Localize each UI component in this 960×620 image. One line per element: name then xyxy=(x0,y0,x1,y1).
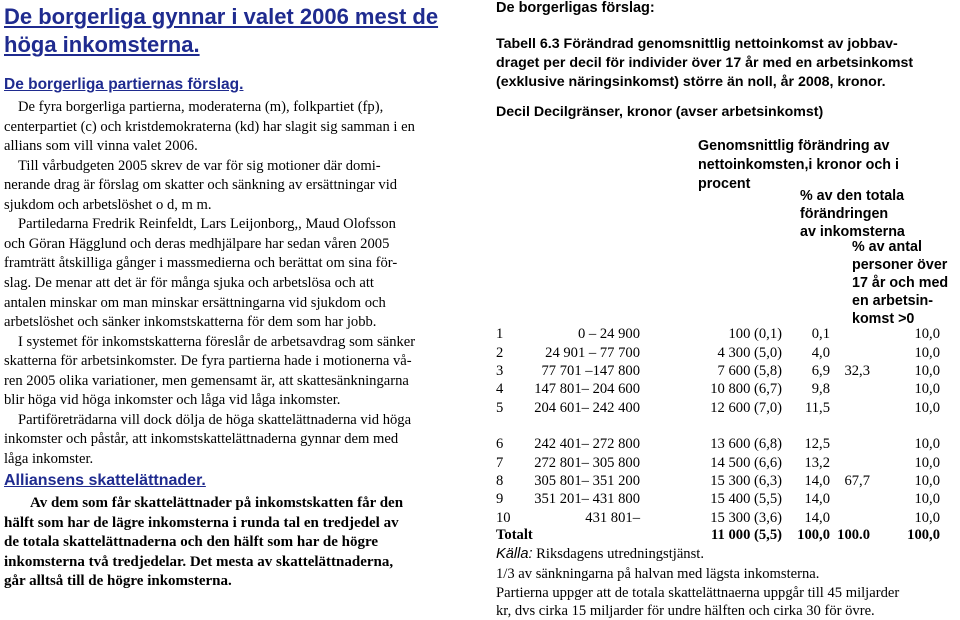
body-line-9: framträtt åtskilliga gånger i massmedierna och berättat om sina för- xyxy=(4,255,398,272)
pct-of-persons: 10,0 xyxy=(914,436,940,452)
footnote-line-2: Partierna uppger att de totala skattelättnaerna uppgår till 45 miljarder xyxy=(496,584,900,601)
pct-of-persons: 10,0 xyxy=(914,345,940,361)
pct-of-total: 0,1 xyxy=(811,326,830,342)
col3-header-line-3: 17 år och med xyxy=(852,275,949,291)
body-line-5: nerande drag är förslag om skatter och sänkning av ersättningar vid xyxy=(4,177,398,194)
body-line-11: antalen minskar om man minskar ersättningarna vid sjukdom och xyxy=(4,294,386,311)
avg-change: 14 500 (6,6) xyxy=(710,455,782,471)
col3-header-line-5: komst >0 xyxy=(852,311,915,327)
avg-change: 10 800 (6,7) xyxy=(710,381,782,397)
pct-of-persons: 10,0 xyxy=(914,381,940,397)
caption-line-3: (exklusive näringsinkomst) större än noll, år 2008, kronor. xyxy=(496,74,886,90)
col2-header-line-3: av inkomsterna xyxy=(800,224,905,240)
total-extra: 100.0 xyxy=(837,527,870,543)
section-heading-tax-relief: Alliansens skattelättnader. xyxy=(4,472,206,489)
decil-range: 0 – 24 900 xyxy=(577,326,640,342)
decil-number: 4 xyxy=(496,381,504,397)
decil-number: 5 xyxy=(496,400,504,416)
body-line-4: Till vårbudgeten 2005 skrev de var för sig motioner där domi- xyxy=(18,157,381,174)
decil-number: 3 xyxy=(496,363,504,379)
section-heading-proposals: De borgerliga partiernas förslag. xyxy=(4,76,244,93)
body-line-16: blir höga vid höga inkomster och låga vid låga inkomster. xyxy=(4,392,341,409)
avg-change: 13 600 (6,8) xyxy=(710,436,782,452)
decil-range: 272 801– 305 800 xyxy=(534,455,640,471)
col3-header-line-1: % av antal xyxy=(852,239,922,255)
decil-header: Decil Decilgränser, kronor (avser arbetsinkomst) xyxy=(496,104,824,120)
decil-number: 2 xyxy=(496,345,504,361)
pct-of-total: 14,0 xyxy=(804,473,830,489)
pct-of-total: 4,0 xyxy=(811,345,830,361)
pct-half-sum: 67,7 xyxy=(844,473,870,489)
summary-line-1: Av dem som får skattelättnader på inkomstskatten får den xyxy=(30,495,404,511)
source-label: Källa: xyxy=(496,546,533,562)
body-line-18: inkomster och påstår, att inkomstskattelättnaderna gynnar dem med xyxy=(4,431,399,448)
body-line-15: ren 2005 olika variationer, men gemensamt är, att skattesänkningarna xyxy=(4,372,409,389)
decil-range: 305 801– 351 200 xyxy=(534,473,640,489)
source-text: Riksdagens utredningstjänst. xyxy=(532,546,704,562)
pct-of-total: 6,9 xyxy=(811,363,830,379)
avg-change: 100 (0,1) xyxy=(728,326,782,342)
decil-number: 10 xyxy=(496,510,511,526)
body-line-1: De fyra borgerliga partierna, moderaterna (m), folkpartiet (fp), xyxy=(18,99,384,115)
decil-number: 8 xyxy=(496,473,504,489)
decil-range: 147 801– 204 600 xyxy=(534,381,640,397)
source-line xyxy=(496,546,704,563)
pct-of-persons: 10,0 xyxy=(914,510,940,526)
avg-change: 7 600 (5,8) xyxy=(717,363,782,379)
col2-header-line-1: % av den totala xyxy=(800,188,905,204)
col3-header-line-2: personer över xyxy=(852,257,948,273)
body-line-3: allians som vill vinna valet 2006. xyxy=(4,138,198,155)
footnote-line-1: 1/3 av sänkningarna på halvan med lägsta inkomsterna. xyxy=(496,566,820,582)
body-line-17: Partiföreträdarna vill dock dölja de höga skattelättnaderna vid höga xyxy=(18,411,412,428)
decil-range: 24 901 – 77 700 xyxy=(545,345,640,361)
avg-change: 15 300 (6,3) xyxy=(710,473,782,489)
col3-header-line-4: en arbetsin- xyxy=(852,293,934,309)
avg-change: 4 300 (5,0) xyxy=(717,345,782,361)
article-title-line-2: höga inkomsterna. xyxy=(4,32,200,57)
pct-of-total: 13,2 xyxy=(804,455,830,471)
article-title-line-1: De borgerliga gynnar i valet 2006 mest de xyxy=(4,4,439,29)
col1-header-line-3: procent xyxy=(698,176,751,192)
total-pct-total: 100,0 xyxy=(797,527,830,543)
pct-of-total: 12,5 xyxy=(804,436,830,452)
decil-number: 6 xyxy=(496,436,504,452)
pct-of-total: 9,8 xyxy=(811,381,830,397)
decil-number: 9 xyxy=(496,491,504,507)
summary-line-4: inkomsterna två tredjedelar. Det mesta av skattelättnaderna, xyxy=(4,553,394,570)
avg-change: 15 400 (5,5) xyxy=(710,491,782,507)
decil-range: 431 801– xyxy=(585,510,640,526)
decil-range: 77 701 –147 800 xyxy=(541,363,640,379)
pct-of-total: 14,0 xyxy=(804,491,830,507)
body-line-10: slag. De menar att det är för många sjuka och arbetslösa och att xyxy=(4,274,374,291)
decil-range: 242 401– 272 800 xyxy=(534,436,640,452)
pct-of-persons: 10,0 xyxy=(914,473,940,489)
pct-half-sum: 32,3 xyxy=(844,363,870,379)
total-change: 11 000 (5,5) xyxy=(711,527,782,543)
pct-of-persons: 10,0 xyxy=(914,363,940,379)
pct-of-total: 11,5 xyxy=(805,400,830,416)
col1-header-line-1: Genomsnittlig förändring av xyxy=(698,138,890,154)
total-label: Totalt xyxy=(496,527,533,543)
body-line-13: I systemet för inkomstskatterna föreslår de arbetsavdrag som sänker xyxy=(18,333,416,350)
col1-header-line-2: nettoinkomsten,i kronor och i xyxy=(698,157,899,173)
summary-line-5: går alltså till de högre inkomsterna. xyxy=(4,573,232,589)
pct-of-persons: 10,0 xyxy=(914,455,940,471)
pct-of-persons: 10,0 xyxy=(914,326,940,342)
pct-of-persons: 10,0 xyxy=(914,400,940,416)
col2-header-line-2: förändringen xyxy=(800,206,889,222)
caption-line-1: Tabell 6.3 Förändrad genomsnittlig nettoinkomst av jobbav- xyxy=(496,36,898,52)
right-heading: De borgerligas förslag: xyxy=(496,0,655,16)
body-line-2: centerpartiet (c) och kristdemokraterna (kd) har slagit sig samman i en xyxy=(4,118,415,135)
footnote-line-3: kr, dvs cirka 15 miljarder för undre hälften och cirka 30 för övre. xyxy=(496,603,875,619)
body-line-14: skatterna för arbetsinkomster. De fyra partierna hade i motionerna vå- xyxy=(4,353,412,370)
pct-of-persons: 10,0 xyxy=(914,491,940,507)
decil-number: 1 xyxy=(496,326,504,342)
body-line-8: och Göran Hägglund och deras medhjälpare har sedan våren 2005 xyxy=(4,235,390,252)
decil-number: 7 xyxy=(496,455,504,471)
pct-of-total: 14,0 xyxy=(804,510,830,526)
decil-range: 204 601– 242 400 xyxy=(534,400,640,416)
summary-line-3: de totala skattelättnaderna och den hälft som har de högre xyxy=(4,534,379,550)
body-line-19: låga inkomster. xyxy=(4,450,94,467)
decil-range: 351 201– 431 800 xyxy=(534,491,640,507)
body-line-6: sjukdom och arbetslöshet o d, m m. xyxy=(4,196,212,213)
caption-line-2: draget per decil för individer över 17 år med en arbetsinkomst xyxy=(496,55,914,71)
avg-change: 15 300 (3,6) xyxy=(710,510,782,526)
avg-change: 12 600 (7,0) xyxy=(710,400,782,416)
body-line-7: Partiledarna Fredrik Reinfeldt, Lars Leijonborg,, Maud Olofsson xyxy=(18,216,396,233)
summary-line-2: hälft som har de lägre inkomsterna i runda tal en tredjedel av xyxy=(4,514,399,531)
body-line-12: arbetslöshet och sänker inkomstskatterna för dem som har jobb. xyxy=(4,314,377,331)
total-pct-persons: 100,0 xyxy=(907,527,940,543)
